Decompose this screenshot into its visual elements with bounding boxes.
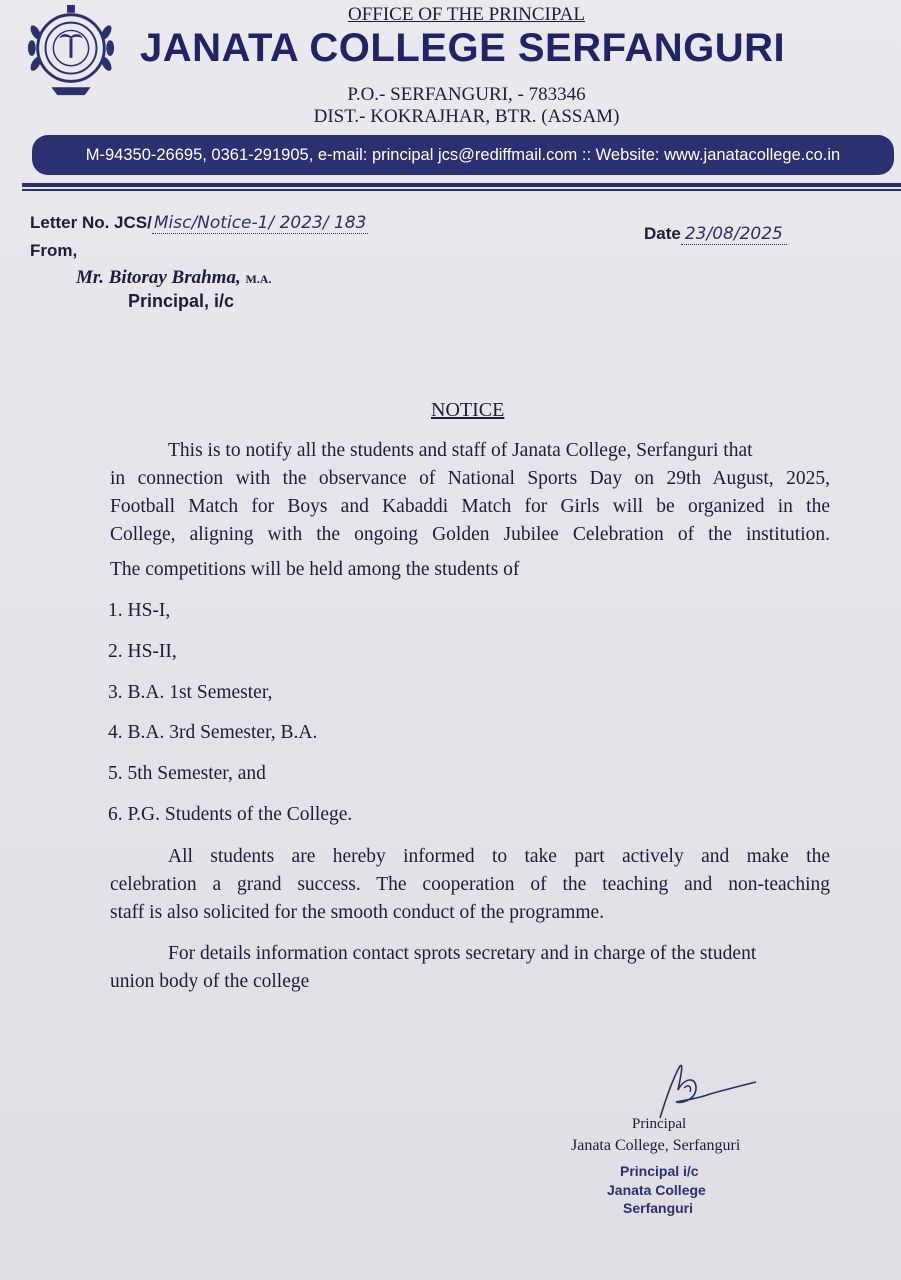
paragraph-1-line: Football Match for Boys and Kabaddi Match for Girls will be organized in the: [110, 496, 830, 517]
list-item: 5. 5th Semester, and: [108, 763, 266, 784]
notice-paragraph-2: [110, 843, 830, 927]
list-item: 3. B.A. 1st Semester,: [108, 682, 273, 703]
date-handwritten: 23/08/2025: [681, 224, 787, 245]
signatory-title: Principal: [632, 1116, 687, 1132]
sender-name: [76, 267, 271, 289]
list-item: 2. HS-II,: [108, 641, 177, 662]
paragraph-3-line: union body of the college: [110, 971, 310, 992]
office-of-principal-heading: OFFICE OF THE PRINCIPAL: [347, 4, 586, 25]
paragraph-3-line: For details information contact sprots secretary and in charge of the student: [168, 943, 757, 964]
stamp-line-3: Serfanguri: [623, 1200, 694, 1216]
letter-date: [644, 224, 787, 244]
sender-title: Principal, i/c: [128, 291, 235, 311]
address-line-2: DIST.- KOKRAJHAR, BTR. (ASSAM): [313, 106, 620, 127]
stamp-line-2: Janata College: [607, 1182, 706, 1198]
letter-number-handwritten: Misc/Notice-1/ 2023/ 183: [153, 213, 367, 233]
header-rule-thick: [22, 183, 901, 187]
sender-degree: M.A.: [245, 272, 272, 286]
contact-bar: [32, 135, 894, 175]
list-item: 6. P.G. Students of the College.: [108, 804, 353, 825]
notice-paragraph-3: [110, 940, 830, 996]
from-label: From,: [30, 241, 78, 260]
address-line-1: P.O.- SERFANGURI, - 783346: [347, 84, 586, 105]
letter-number-label: Letter No. JCS/: [30, 213, 152, 232]
list-item: 4. B.A. 3rd Semester, B.A.: [108, 722, 318, 743]
paragraph-1-line: This is to notify all the students and staff of Janata College, Serfanguri that: [168, 440, 753, 461]
list-item: 1. HS-I,: [108, 600, 171, 621]
signatory-college: Janata College, Serfanguri: [571, 1137, 741, 1154]
college-name-title: JANATA COLLEGE SERFANGURI: [140, 26, 786, 70]
competitions-intro: The competitions will be held among the students of: [110, 559, 520, 580]
contact-info: M-94350-26695, 0361-291905, e-mail: principal jcs@rediffmail.com :: Website: www.janatacollege.co.in: [85, 145, 841, 164]
notice-heading: NOTICE: [431, 399, 505, 421]
paragraph-2-line: All students are hereby informed to take part actively and make the: [168, 846, 830, 867]
paragraph-2-line: staff is also solicited for the smooth conduct of the programme.: [110, 902, 605, 923]
sender-name-text: Mr. Bitoray Brahma,: [76, 267, 241, 288]
date-label: Date: [644, 224, 681, 243]
paragraph-1-line: in connection with the observance of National Sports Day on 29th August, 2025,: [110, 468, 830, 489]
stamp-line-1: Principal i/c: [620, 1163, 699, 1179]
paragraph-2-line: celebration a grand success. The cooperation of the teaching and non-teaching: [110, 874, 830, 895]
paragraph-1-line: College, aligning with the ongoing Golden Jubilee Celebration of the institution.: [110, 524, 830, 545]
notice-paragraph-1: [110, 437, 830, 549]
header-rule-thin: [22, 189, 901, 191]
letter-number: [30, 213, 368, 233]
